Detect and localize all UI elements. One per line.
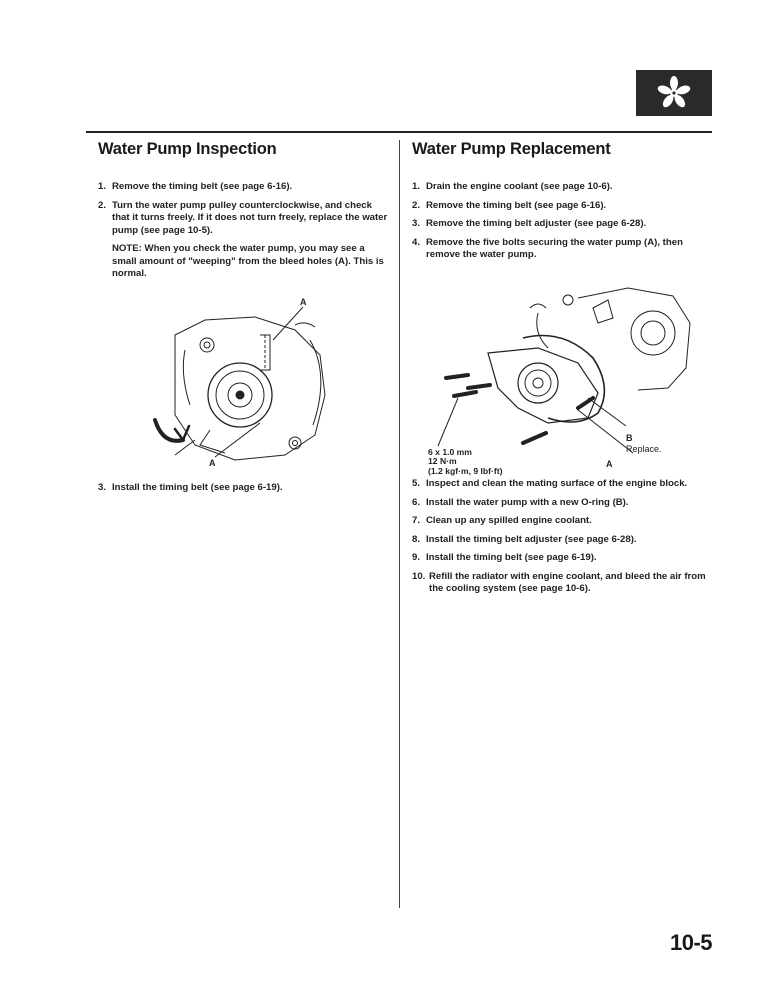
header-rule xyxy=(86,131,712,133)
section-tab xyxy=(636,70,712,116)
bolt-spec xyxy=(428,448,502,476)
bolt-size: 6 x 1.0 mm xyxy=(428,447,472,457)
inspection-section xyxy=(98,140,390,281)
label-a-bottom: A xyxy=(209,458,216,468)
replacement-steps-top xyxy=(412,181,712,262)
label-a: A xyxy=(606,459,613,469)
list-item: 6. Install the water pump with a new O-ring (B). xyxy=(412,496,629,508)
page-number: 10-5 xyxy=(670,930,713,955)
replacement-steps-bottom xyxy=(412,478,712,602)
inspection-steps xyxy=(98,181,390,237)
bolt-torque: 12 N·m xyxy=(428,456,457,467)
inspection-note: NOTE: When you check the water pump, you may see a small amount of "weeping" from the bleed holes (A). This is normal. xyxy=(112,243,384,279)
list-item: 5. Inspect and clean the mating surface of the engine block. xyxy=(412,478,688,489)
bolt-torque-alt: (1.2 kgf·m, 9 lbf·ft) xyxy=(428,465,503,476)
list-item: 7. Clean up any spilled engine coolant. xyxy=(412,515,592,526)
water-pump-inspection-figure xyxy=(145,295,340,470)
replacement-title: Water Pump Replacement xyxy=(412,140,611,158)
list-item: 10. Refill the radiator with engine coolant, and bleed the air from the cooling system (see page 10-6). xyxy=(412,570,706,594)
cooling-fan-icon xyxy=(654,75,694,111)
list-item: 1. Drain the engine coolant (see page 10-6). xyxy=(412,181,613,192)
list-item: 3. Install the timing belt (see page 6-19). xyxy=(98,482,283,493)
list-item: 9. Install the timing belt (see page 6-19). xyxy=(412,552,597,563)
inspection-title: Water Pump Inspection xyxy=(98,140,277,158)
label-a-top: A xyxy=(300,297,307,307)
list-item: 3. Remove the timing belt adjuster (see page 6-28). xyxy=(412,218,647,229)
list-item: 8. Install the timing belt adjuster (see page 6-28). xyxy=(412,533,637,545)
column-divider xyxy=(399,140,400,908)
water-pump-replacement-figure xyxy=(428,278,700,478)
list-item: 4. Remove the five bolts securing the water pump (A), then remove the water pump. xyxy=(412,236,683,260)
label-b: B xyxy=(626,433,633,443)
inspection-step-3 xyxy=(98,482,390,501)
list-item: 2. Turn the water pump pulley counterclockwise, and check that it turns freely. If it does not turn freely, replace the water pump (see page 10-5). xyxy=(98,199,388,236)
label-replace: Replace. xyxy=(626,444,662,454)
replacement-section xyxy=(412,140,712,268)
list-item: 1. Remove the timing belt (see page 6-16). xyxy=(98,181,293,192)
list-item: 2. Remove the timing belt (see page 6-16). xyxy=(412,199,607,211)
